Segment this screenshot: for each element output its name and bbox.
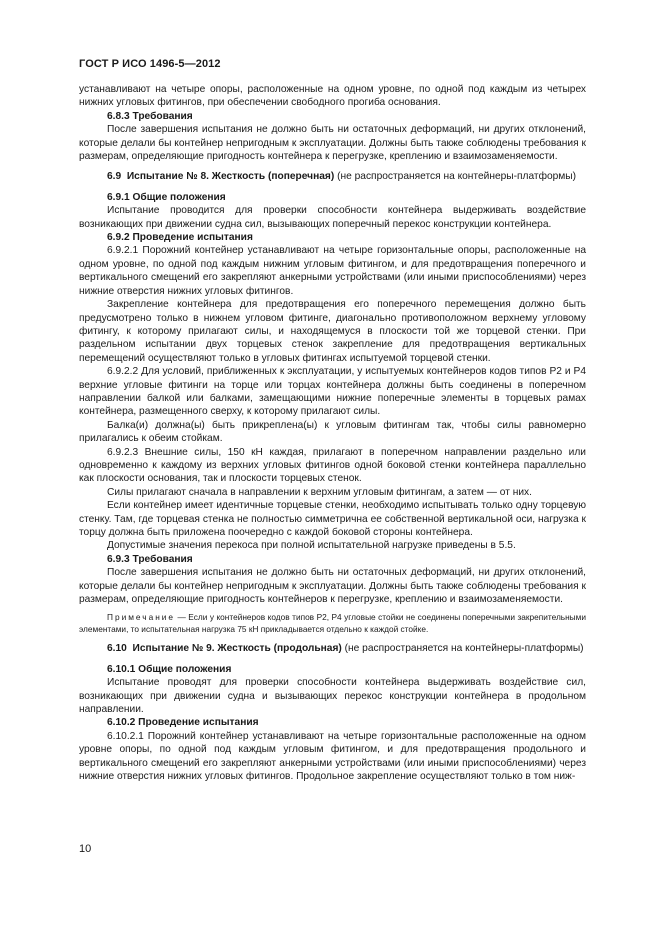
section-scope-note: (не распространяется на контейнеры-платформы) xyxy=(344,643,584,655)
paragraph: После завершения испытания не должно быть ни остаточных деформаций, ни других отклонений, которые делали бы контейнер непригодным к эксплуатации. Должны быть также соблюдены требования к размерам, определяющие пригодность контейнеров к перегрузке, креплению и взаимозаменяемости. xyxy=(79,567,586,606)
subsection-heading: 6.10.2 Проведение испытания xyxy=(107,717,259,729)
paragraph: Силы прилагают сначала в направлении к верхним угловым фитингам, а затем — от них. xyxy=(107,486,532,498)
note xyxy=(79,612,586,635)
subsection-heading: 6.8.3 Требования xyxy=(107,110,193,122)
paragraph: 6.10.2.1 Порожний контейнер устанавливают на четыре горизонтальные расположенные на одном уровне опоры, по одной под каждым угловым фитингом, и для предотвращения продольного и вертикального смещений его закрепляют анкерными устройствами (или иными приспособлениями) через нижние отверстия нижних угловых фитингов. Продольное закрепление осуществляют только в том ниж- xyxy=(79,730,586,783)
section-number: 6.9 xyxy=(107,171,122,183)
paragraph: устанавливают на четыре опоры, расположенные на одном уровне, по одной под каждым из четырех нижних угловых фитингов, при обеспечении свободного прогиба основания. xyxy=(79,84,586,109)
section-title: Испытание № 9. Жесткость (продольная) xyxy=(132,643,342,655)
subsection-heading: 6.10.1 Общие положения xyxy=(107,663,232,675)
paragraph: Закрепление контейнера для предотвращения его поперечного перемещения должно быть предусмотрено только в нижнем угловом фитинге, диагонально противоположном верхнему угловому фитингу, к которому прилагают силы, и находящемуся в плоскости той же торцевой стенки. При раздельном испытании двух торцевых стенок закрепление для предотвращения вертикальных перемещений осуществляют только в угловых фитингах испытуемой торцевой стенки. xyxy=(79,299,586,364)
paragraph: 6.9.2.3 Внешние силы, 150 кН каждая, прилагают в поперечном направлении раздельно или одновременно к каждому из верхних угловых фитингов одной боковой стенки контейнера параллельно как плоскости основания, так и плоскости торцевых стенок. xyxy=(79,446,586,485)
subsection-heading: 6.9.2 Проведение испытания xyxy=(107,232,253,244)
paragraph: После завершения испытания не должно быть ни остаточных деформаций, ни других отклонений, которые делали бы контейнер непригодным к эксплуатации. Должны быть также соблюдены требования к размерам, определяющие пригодность контейнера к перегрузке, креплению и взаимозаменяемости. xyxy=(79,124,586,163)
section-scope-note: (не распространяется на контейнеры-платформы) xyxy=(337,171,577,183)
paragraph: Если контейнер имеет идентичные торцевые стенки, необходимо испытывать только одну торцевую стенку. Там, где торцевая стенка не полностью симметрична ее собственной вертикальной оси, нагрузка к торцу должна быть приложена поочередно с каждой боковой стороны контейнера. xyxy=(79,500,586,538)
page-number: 10 xyxy=(79,843,92,855)
document-header: ГОСТ Р ИСО 1496-5—2012 xyxy=(79,58,221,70)
paragraph: Испытание проводится для проверки способности контейнера выдерживать воздействие возникающих при движении судна сил, вызывающих поперечный перекос конструкции контейнера. xyxy=(79,205,586,230)
section-number: 6.10 xyxy=(107,643,127,655)
section-title: Испытание № 8. Жесткость (поперечная) xyxy=(126,171,335,183)
paragraph: Балка(и) должна(ы) быть прикреплена(ы) к угловым фитингам так, чтобы силы равномерно прилагались к обеим стойкам. xyxy=(79,419,586,445)
note-label: Примечание xyxy=(107,612,176,623)
note-text: — Если у контейнеров кодов типов P2, P4 угловые стойки не соединены поперечными закрепительными элементами, то испытательная нагрузка 75 кН прикладывается отдельно к каждой стойке. xyxy=(79,612,586,634)
subsection-heading: 6.9.3 Требования xyxy=(107,553,193,565)
document-body xyxy=(79,83,586,784)
subsection-heading: 6.9.1 Общие положения xyxy=(107,191,226,203)
paragraph: 6.9.2.1 Порожний контейнер устанавливают на четыре горизонтальные опоры, расположенные на одном уровне, по одной под каждым нижним угловым фитингом, и для предотвращения поперечного и вертикального смещений его закрепляют анкерными устройствами (или иными приспособлениями) через нижние отверстия нижних угловых фитингов. xyxy=(79,245,586,297)
section-heading-6-9 xyxy=(79,170,586,183)
paragraph: Допустимые значения перекоса при полной испытательной нагрузке приведены в 5.5. xyxy=(107,540,516,552)
paragraph: 6.9.2.2 Для условий, приближенных к эксплуатации, у испытуемых контейнеров кодов типов P2 и P4 верхние угловые фитинги на торце или торцах контейнера должны быть соединены в поперечном направлении балкой или балками, замещающими нижние поперечные элементы в торцевых рамах контейнера, размещенного сверху, к которому прилагают силы. xyxy=(79,366,586,418)
section-heading-6-10 xyxy=(79,642,586,655)
paragraph: Испытание проводят для проверки способности контейнера выдерживать воздействие сил, возникающих при движении судна и вызывающих перекос конструкции контейнера в продольном направлении. xyxy=(79,677,586,716)
